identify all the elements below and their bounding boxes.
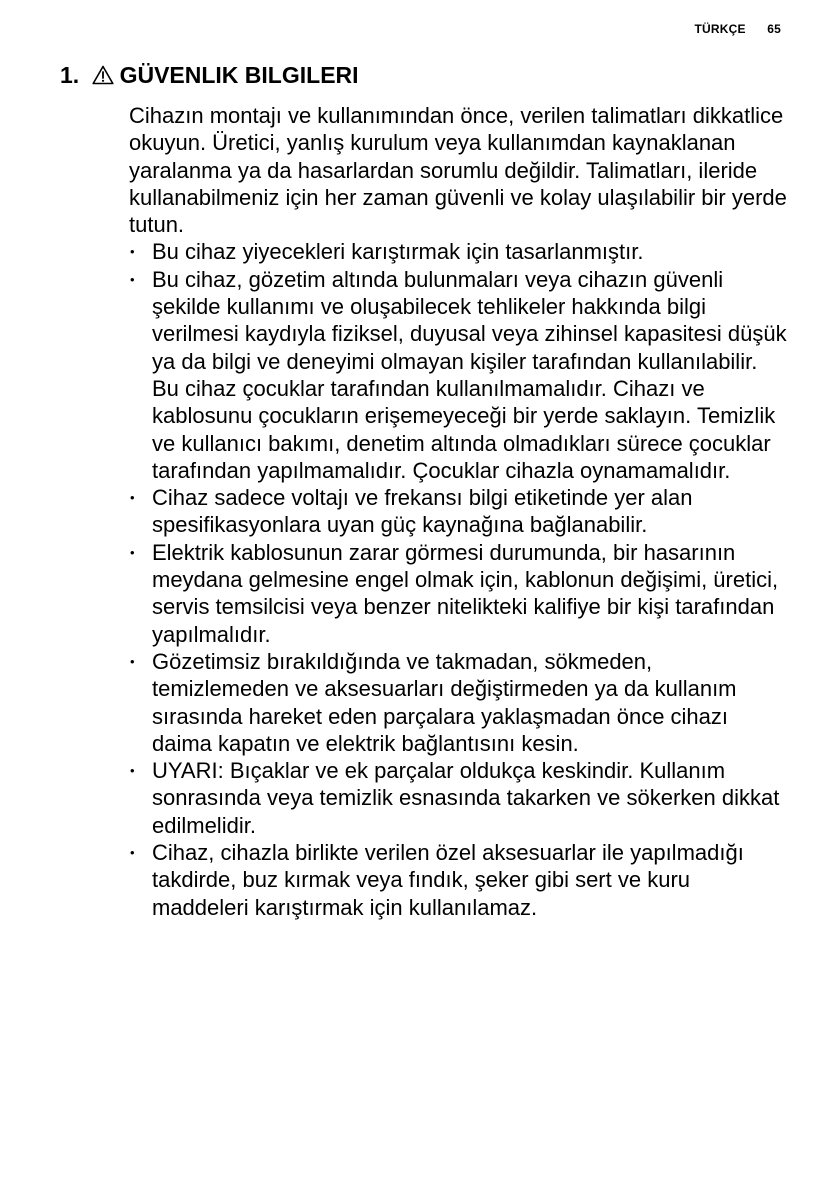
list-item: • Cihaz, cihazla birlikte verilen özel aksesuarlar ile yapılmadığı takdirde, buz kırmak veya fındık, şeker gibi sert ve kuru maddeleri karıştırmak için kullanılamaz. xyxy=(129,839,789,921)
header-language: TÜRKÇE xyxy=(694,22,746,36)
list-item: • Cihaz sadece voltajı ve frekansı bilgi etiketinde yer alan spesifikasyonlara uyan güç kaynağına bağlanabilir. xyxy=(129,484,789,539)
section-number: 1. xyxy=(60,62,80,88)
section-title xyxy=(60,61,359,89)
page-number: 65 xyxy=(767,22,781,36)
safety-list xyxy=(129,238,789,920)
page-header xyxy=(695,22,782,36)
list-item: • Bu cihaz yiyecekleri karıştırmak için tasarlanmıştır. xyxy=(129,238,789,265)
section-title-text: GÜVENLIK BILGILERI xyxy=(119,62,359,88)
list-item: • Bu cihaz, gözetim altında bulunmaları veya cihazın güvenli şekilde kullanımı ve oluşabilecek tehlikeler hakkında bilgi verilmesi kaydıyla fiziksel, duyusal veya zihinsel kapasitesi düşük ya da bilgi ve deneyimi olmayan kişiler tarafından kullanılabilir. Bu cihaz çocuklar tarafından kullanılmamalıdır. Cihazı ve kablosunu çocukların erişemeyeceği bir yerde saklayın. Temizlik ve kullanıcı bakımı, denetim altında olmadıkları sürece çocuklar tarafından yapılmamalıdır. Çocuklar cihazla oynamamalıdır. xyxy=(129,266,789,484)
list-item: • Elektrik kablosunun zarar görmesi durumunda, bir hasarının meydana gelmesine engel olmak için, kablonun değişimi, üretici, servis temsilcisi veya benzer nitelikteki kalifiye bir kişi tarafından yapılmalıdır. xyxy=(129,539,789,648)
safety-content xyxy=(129,102,789,921)
list-item: • Gözetimsiz bırakıldığında ve takmadan, sökmeden, temizlemeden ve aksesuarları değiştirmeden ya da kullanım sırasında hareket eden parçalara yaklaşmadan önce cihazı daima kapatın ve elektrik bağlantısını kesin. xyxy=(129,648,789,757)
warning-triangle-icon xyxy=(92,63,114,83)
list-item: • UYARI: Bıçaklar ve ek parçalar oldukça keskindir. Kullanım sonrasında veya temizlik esnasında takarken ve sökerken dikkat edilmelidir. xyxy=(129,757,789,839)
intro-paragraph: Cihazın montajı ve kullanımından önce, verilen talimatları dikkatlice okuyun. Üretici, yanlış kurulum veya kullanımdan kaynaklanan yaralanma ya da hasarlardan sorumlu değildir. Talimatları, ileride kullanabilmeniz için her zaman güvenli ve kolay ulaşılabilir bir yerde tutun. xyxy=(129,103,787,238)
